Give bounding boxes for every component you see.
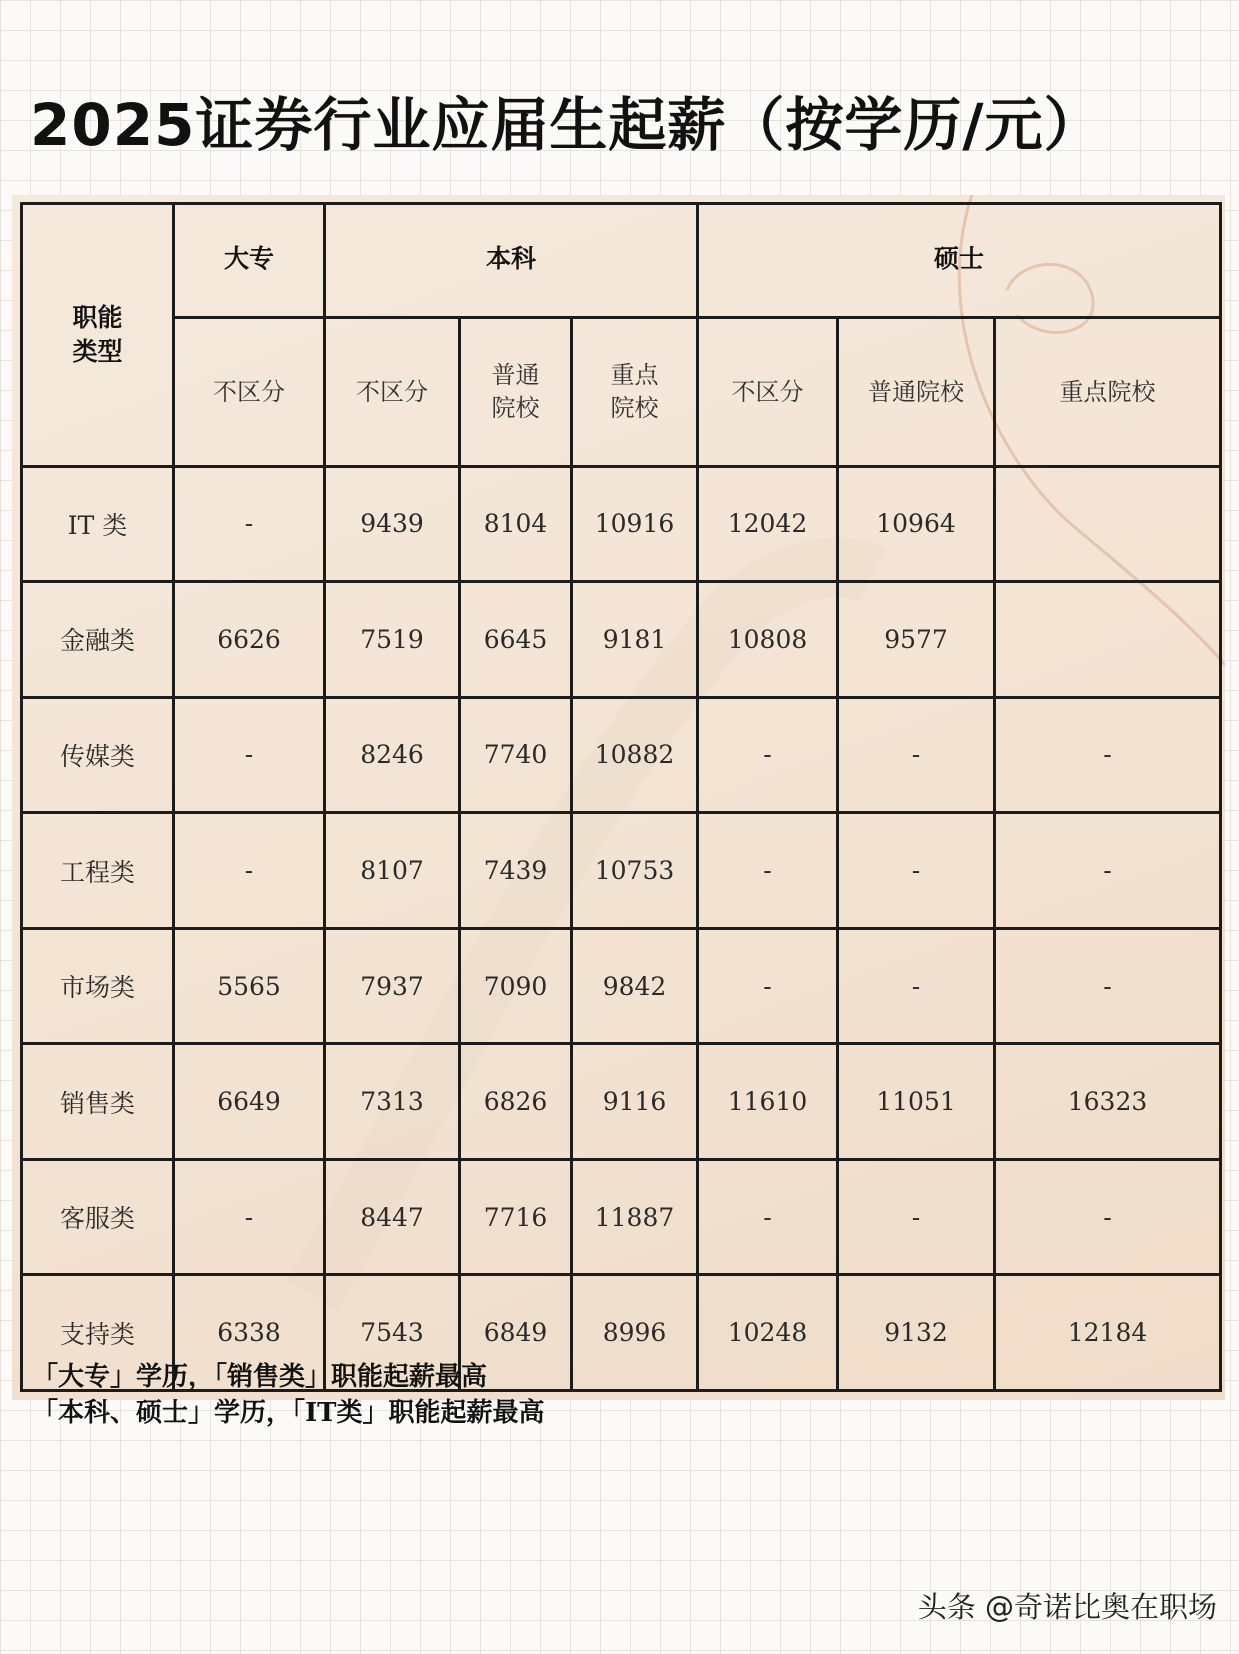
cell-value: 11887 xyxy=(594,1202,675,1232)
subcolumn-label: 不区分 xyxy=(356,377,428,406)
cell-value: 9842 xyxy=(602,971,667,1001)
table-cell xyxy=(460,1044,572,1160)
cell-value: 7543 xyxy=(360,1318,424,1348)
cell-value: 6849 xyxy=(483,1318,548,1348)
cell-value: 9116 xyxy=(602,1087,667,1117)
table-cell xyxy=(838,1275,995,1391)
table-cell xyxy=(698,813,838,929)
cell-value: 7716 xyxy=(483,1202,548,1232)
row-label xyxy=(22,697,174,813)
table-cell xyxy=(838,928,995,1044)
row-label-text: 传媒类 xyxy=(59,741,135,771)
table-row xyxy=(22,813,1221,929)
group-header-label: 大专 xyxy=(223,243,274,273)
cell-value: 11610 xyxy=(727,1087,808,1117)
row-label xyxy=(22,1159,174,1275)
subcolumn-header xyxy=(995,318,1221,466)
table-cell xyxy=(572,813,698,929)
table-cell xyxy=(995,582,1221,698)
table-cell xyxy=(325,697,460,813)
table-cell xyxy=(572,1044,698,1160)
table-cell xyxy=(995,813,1221,929)
table-cell xyxy=(698,466,838,582)
cell-value: 6645 xyxy=(483,624,548,654)
cell-value: 8246 xyxy=(360,740,424,770)
table-cell xyxy=(572,1275,698,1391)
row-label-text: 支持类 xyxy=(59,1319,135,1349)
cell-value: 6826 xyxy=(483,1087,548,1117)
row-label-text: 工程类 xyxy=(59,857,135,887)
subcolumn-header xyxy=(174,318,325,466)
cell-value: 7090 xyxy=(483,971,548,1001)
cell-value: 7740 xyxy=(483,740,548,770)
group-header xyxy=(174,204,325,318)
cell-value: 8996 xyxy=(602,1318,667,1348)
salary-table xyxy=(20,202,1222,1392)
cell-value: - xyxy=(911,1202,921,1232)
table-cell xyxy=(838,1159,995,1275)
note-line-2: 「本科、硕士」学历，「IT类」职能起薪最高 xyxy=(32,1398,545,1428)
row-label xyxy=(22,466,174,582)
group-header-label: 本科 xyxy=(485,243,536,273)
subcolumn-label: 不区分 xyxy=(213,377,285,406)
group-header xyxy=(325,204,698,318)
table-cell xyxy=(325,1159,460,1275)
cell-value: - xyxy=(244,740,254,770)
table-cell xyxy=(838,466,995,582)
table-cell xyxy=(995,928,1221,1044)
cell-value: 12042 xyxy=(727,509,808,539)
corner-label-line: 类型 xyxy=(72,336,123,366)
table-cell xyxy=(325,1044,460,1160)
table-cell xyxy=(838,582,995,698)
cell-value: 16323 xyxy=(1067,1087,1148,1117)
cell-value: - xyxy=(911,740,921,770)
subcolumn-label-line: 重点 xyxy=(610,361,659,390)
cell-value: - xyxy=(1103,971,1112,1001)
row-label-text: 客服类 xyxy=(59,1204,135,1234)
subcolumn-label: 普通院校 xyxy=(868,377,964,406)
cell-value: 5565 xyxy=(217,971,281,1001)
cell-value: - xyxy=(763,856,772,885)
row-label xyxy=(22,582,174,698)
row-label-text: 金融类 xyxy=(59,626,135,656)
cell-value: 7313 xyxy=(360,1087,424,1117)
table-cell xyxy=(995,697,1221,813)
table-cell xyxy=(838,1044,995,1160)
header-corner xyxy=(22,204,174,467)
table-cell xyxy=(460,697,572,813)
table-cell xyxy=(995,1275,1221,1391)
table-cell xyxy=(174,582,325,698)
table-row xyxy=(22,1159,1221,1275)
cell-value: 8107 xyxy=(360,856,424,885)
table-cell xyxy=(698,582,838,698)
table-cell xyxy=(460,928,572,1044)
subcolumn-header xyxy=(838,318,995,466)
table-cell xyxy=(838,813,995,929)
table-cell xyxy=(325,582,460,698)
subcolumn-label: 不区分 xyxy=(731,377,804,406)
cell-value: 12184 xyxy=(1067,1318,1148,1348)
cell-value: 7439 xyxy=(483,856,548,885)
table-cell xyxy=(174,466,325,582)
row-label-text: 销售类 xyxy=(59,1088,135,1118)
row-label xyxy=(22,813,174,929)
table-cell xyxy=(325,466,460,582)
cell-value: 10916 xyxy=(594,509,675,539)
cell-value: - xyxy=(763,1202,772,1232)
table-body xyxy=(22,204,1221,1391)
cell-value: - xyxy=(763,740,772,770)
cell-value: 7519 xyxy=(360,624,424,654)
table-row xyxy=(22,582,1221,698)
cell-value: 8104 xyxy=(483,509,548,539)
cell-value: 10964 xyxy=(876,509,956,539)
subcolumn-header xyxy=(572,318,698,466)
table-cell xyxy=(995,466,1221,582)
subcolumn-label-line: 院校 xyxy=(491,394,540,423)
table-cell xyxy=(460,466,572,582)
corner-label-line: 职能 xyxy=(72,302,123,332)
header-row-subcolumns xyxy=(22,318,1221,466)
table-cell xyxy=(460,1159,572,1275)
cell-value: 10808 xyxy=(727,624,808,654)
source-credit: 头条 @奇诺比奥在职场 xyxy=(917,1590,1217,1624)
note-line-1: 「大专」学历，「销售类」职能起薪最高 xyxy=(32,1362,488,1392)
subcolumn-header xyxy=(460,318,572,466)
row-label xyxy=(22,928,174,1044)
table-cell xyxy=(325,813,460,929)
table-cell xyxy=(698,697,838,813)
table-cell xyxy=(698,1159,838,1275)
table-cell xyxy=(174,928,325,1044)
cell-value: 6626 xyxy=(217,624,281,654)
table-cell xyxy=(572,928,698,1044)
group-header xyxy=(698,204,1221,318)
table-row xyxy=(22,466,1221,582)
cell-value: 10248 xyxy=(727,1318,808,1348)
cell-value: 9577 xyxy=(884,624,948,654)
table-cell xyxy=(995,1044,1221,1160)
cell-value: 9132 xyxy=(884,1318,948,1348)
table-cell xyxy=(572,1159,698,1275)
cell-value: - xyxy=(911,971,921,1001)
header-row-groups xyxy=(22,204,1221,318)
table-cell xyxy=(174,1159,325,1275)
group-header-label: 硕士 xyxy=(933,243,984,273)
cell-value: 8447 xyxy=(360,1202,424,1232)
subcolumn-label-line: 院校 xyxy=(610,394,659,423)
cell-value: 11051 xyxy=(876,1087,956,1117)
cell-value: - xyxy=(244,1202,254,1232)
cell-value: - xyxy=(911,856,921,885)
table-row xyxy=(22,697,1221,813)
table-cell xyxy=(325,928,460,1044)
row-label-text: IT 类 xyxy=(67,510,128,540)
cell-value: 6649 xyxy=(217,1087,281,1117)
page-title: 2025证券行业应届生起薪（按学历/元） xyxy=(30,91,1103,159)
table-cell xyxy=(995,1159,1221,1275)
cell-value: 9181 xyxy=(602,624,667,654)
table-cell xyxy=(572,582,698,698)
cell-value: 6338 xyxy=(217,1318,281,1348)
table-cell xyxy=(838,697,995,813)
table-cell xyxy=(174,1044,325,1160)
table-cell xyxy=(572,697,698,813)
cell-value: 9439 xyxy=(360,509,424,539)
table-cell xyxy=(460,582,572,698)
cell-value: - xyxy=(244,856,254,885)
table-cell xyxy=(174,697,325,813)
table-row xyxy=(22,928,1221,1044)
subcolumn-label: 重点院校 xyxy=(1059,377,1156,406)
table-cell xyxy=(572,466,698,582)
subcolumn-label-line: 普通 xyxy=(491,361,540,390)
cell-value: - xyxy=(1103,856,1112,885)
cell-value: 7937 xyxy=(360,971,424,1001)
cell-value: - xyxy=(1103,1202,1112,1232)
table-cell xyxy=(174,813,325,929)
table-cell xyxy=(698,1044,838,1160)
subcolumn-header xyxy=(325,318,460,466)
table-cell xyxy=(698,928,838,1044)
cell-value: - xyxy=(244,509,254,539)
cell-value: - xyxy=(1103,740,1112,770)
row-label xyxy=(22,1044,174,1160)
table-cell xyxy=(698,1275,838,1391)
cell-value: - xyxy=(763,971,772,1001)
table-cell xyxy=(460,813,572,929)
cell-value: 10753 xyxy=(594,856,675,885)
cell-value: 10882 xyxy=(594,740,675,770)
row-label-text: 市场类 xyxy=(59,973,135,1003)
table-row xyxy=(22,1044,1221,1160)
subcolumn-header xyxy=(698,318,838,466)
